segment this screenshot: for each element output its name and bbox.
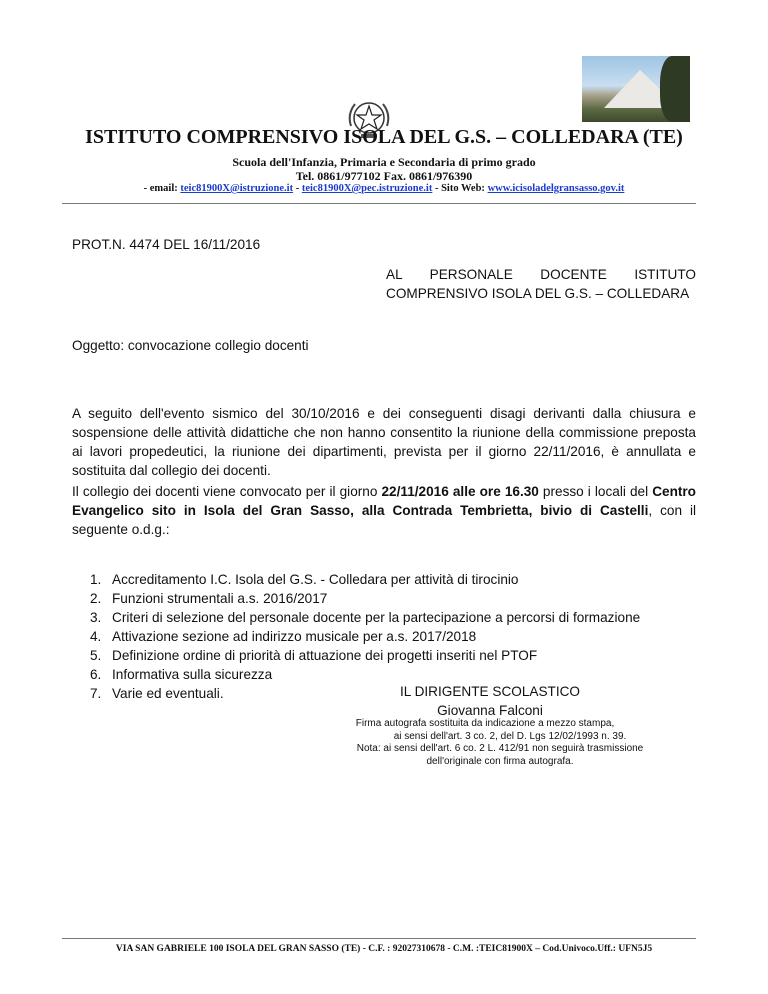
email-label: - email: bbox=[143, 183, 178, 194]
school-phone: Tel. 0861/977102 Fax. 0861/976390 bbox=[295, 169, 473, 183]
item-number: 7. bbox=[90, 686, 102, 701]
note-line: Firma autografa sostituita da indicazione a mezzo stampa, bbox=[355, 718, 615, 729]
agenda-item bbox=[90, 589, 640, 608]
item-text: Attivazione sezione ad indirizzo musicale per a.s. 2017/2018 bbox=[112, 629, 477, 644]
item-number: 3. bbox=[90, 610, 102, 625]
recipient-line-1: AL PERSONALE DOCENTE ISTITUTO bbox=[386, 267, 696, 282]
contact-line bbox=[0, 183, 768, 194]
agenda-item bbox=[90, 570, 640, 589]
item-number: 5. bbox=[90, 648, 102, 663]
item-text: Funzioni strumentali a.s. 2016/2017 bbox=[112, 591, 328, 606]
agenda-item bbox=[90, 646, 640, 665]
item-text: Informativa sulla sicurezza bbox=[112, 667, 273, 682]
meeting-location: Centro Evangelico sito in Isola del Gran Sasso, alla Contrada Tembrietta, bivio di Castelli bbox=[72, 484, 696, 518]
text: , con il seguente o.d.g.: bbox=[72, 503, 696, 537]
separator: - bbox=[293, 183, 302, 194]
note-line: Nota: ai sensi dell'art. 6 co. 2 L. 412/91 non seguirà trasmissione bbox=[356, 743, 644, 754]
paragraph-1: A seguito dell'evento sismico del 30/10/2016 e dei conseguenti disagi derivanti dalla chiusura e sospensione delle attività didattiche che non hanno consentito la riunione della commissione preposta ai lavori propedeutici, la riunione dei dipartimenti, prevista per il giorno 22/11/2016, è annullata e sostituita dal collegio dei docenti. bbox=[72, 406, 696, 478]
school-subtitle: Scuola dell'Infanzia, Primaria e Secondaria di primo grado bbox=[232, 155, 536, 169]
protocol-number: PROT.N. 4474 DEL 16/11/2016 bbox=[72, 237, 261, 252]
text: presso i locali del bbox=[538, 484, 653, 499]
note-line: ai sensi dell'art. 3 co. 2, del D. Lgs 12/02/1993 n. 39. bbox=[393, 730, 627, 742]
subject: Oggetto: convocazione collegio docenti bbox=[72, 338, 309, 353]
paragraph-2 bbox=[72, 482, 696, 539]
signer-role: IL DIRIGENTE SCOLASTICO bbox=[399, 684, 581, 699]
item-text: Criteri di selezione del personale docente per la partecipazione a percorsi di formazione bbox=[112, 610, 641, 625]
item-text: Varie ed eventuali. bbox=[112, 686, 224, 701]
footer-divider bbox=[62, 938, 696, 939]
meeting-datetime: 22/11/2016 alle ore 16.30 bbox=[381, 484, 539, 499]
item-number: 6. bbox=[90, 667, 102, 682]
pec-link[interactable]: teic81900X@pec.istruzione.it bbox=[301, 183, 433, 194]
item-number: 1. bbox=[90, 572, 102, 587]
website-link[interactable]: www.icisoladelgransasso.gov.it bbox=[487, 183, 625, 194]
mountain-photo bbox=[582, 56, 690, 122]
signature-block bbox=[370, 682, 610, 720]
signer-name: Giovanna Falconi bbox=[437, 703, 543, 718]
web-label: - Sito Web: bbox=[432, 183, 485, 194]
agenda-item bbox=[90, 627, 640, 646]
item-number: 2. bbox=[90, 591, 102, 606]
item-number: 4. bbox=[90, 629, 102, 644]
recipient-line-2: COMPRENSIVO ISOLA DEL G.S. – COLLEDARA bbox=[386, 286, 690, 301]
item-text: Definizione ordine di priorità di attuazione dei progetti inseriti nel PTOF bbox=[112, 648, 538, 663]
item-text: Accreditamento I.C. Isola del G.S. - Colledara per attività di tirocinio bbox=[112, 572, 519, 587]
signature-note bbox=[340, 718, 660, 768]
school-title: ISTITUTO COMPRENSIVO ISOLA DEL G.S. – COLLEDARA (TE) bbox=[85, 126, 683, 148]
header-divider bbox=[62, 203, 696, 204]
note-line: dell'originale con firma autografa. bbox=[426, 755, 574, 767]
agenda-item bbox=[90, 608, 640, 627]
email-link[interactable]: teic81900X@istruzione.it bbox=[180, 183, 294, 194]
footer-address: VIA SAN GABRIELE 100 ISOLA DEL GRAN SASSO (TE) - C.F. : 92027310678 - C.M. :TEIC81900X – Cod.Univoco.Uff.: UFN5J5 bbox=[115, 944, 653, 954]
text: Il collegio dei docenti viene convocato per il giorno bbox=[72, 484, 382, 499]
